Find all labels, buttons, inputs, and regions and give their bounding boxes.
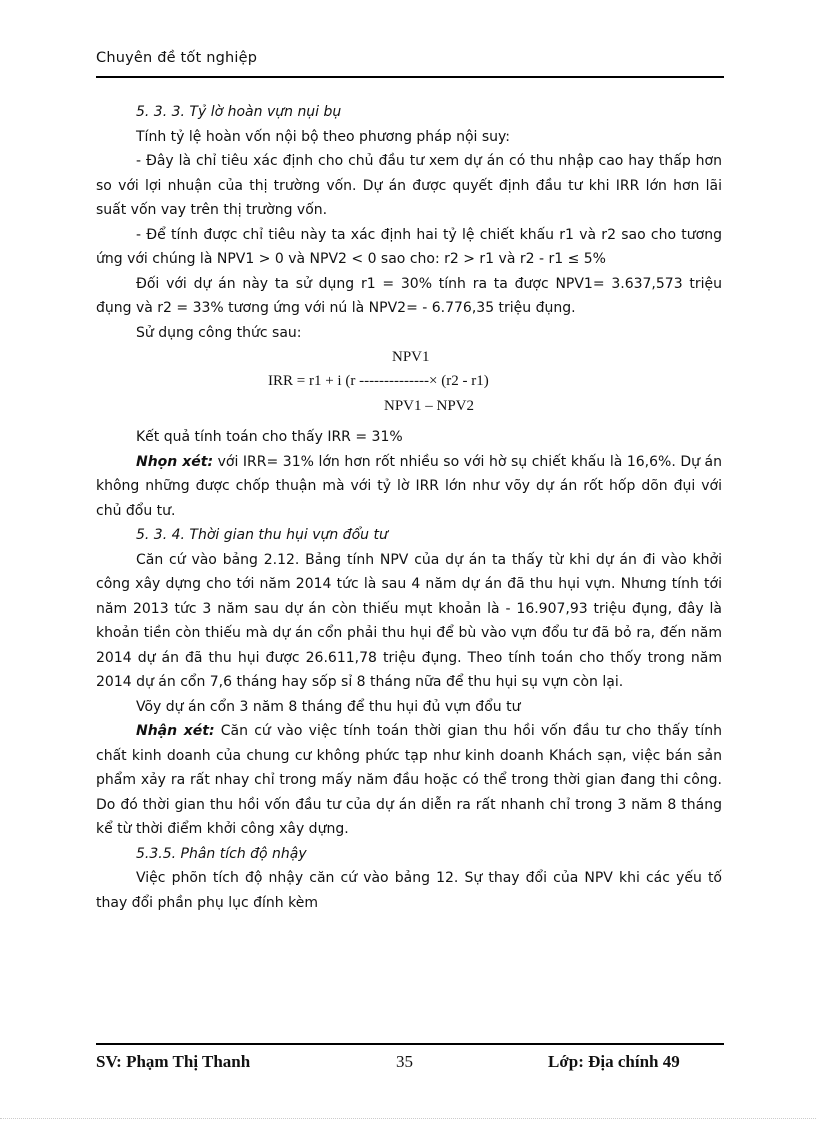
page-edge: [0, 1118, 816, 1119]
header-title: Chuyên đề tốt nghiệp: [96, 50, 258, 66]
section-title-3-4: 5. 3. 4. Thời gian thu hụi vựn đổu tư: [136, 527, 388, 543]
paragraph: Căn cứ vào bảng 2.12. Bảng tính NPV của dự án ta thấy từ khi dự án đi vào khởi công xây dựng cho tới năm 2014 tức là sau 4 năm dự án đã thu hụi vựn. Nhưng tính tới năm 2013 tức 3 năm sau dự án còn thiếu mụt khoản là - 16.907,93 triệu đụng, đây là khoản tiền còn thiếu mà dự án cổn phải thu hụi để bù vào vựn đổu tư đã bỏ ra, đến năm 2014 dự án đã thu hụi được 26.611,78 triệu đụng. Theo tính toán cho thốy trong năm 2014 dự án cổn 7,6 tháng hay sốp sỉ 8 tháng nữa để thu hụi sụ vựn còn lại.: [96, 551, 722, 690]
page-number: 35: [396, 1052, 413, 1071]
paragraph: Tính tỷ lệ hoàn vốn nội bộ theo phương pháp nội suy:: [136, 128, 511, 145]
remark-label: Nhận xét:: [136, 723, 215, 739]
footer-class: Lớp: Địa chính 49: [548, 1052, 680, 1071]
footer-student: SV: Phạm Thị Thanh: [96, 1052, 251, 1071]
formula-numerator: NPV1: [392, 349, 430, 365]
section-title-3-3: 5. 3. 3. Tỷ lờ hoàn vựn nụi bụ: [136, 104, 342, 120]
irr-formula: [96, 345, 722, 425]
paragraph: Võy dự án cổn 3 năm 8 tháng để thu hụi đủ vựn đổu tư: [136, 698, 521, 715]
formula-main: IRR = r1 + i (r --------------× (r2 - r1): [268, 373, 489, 389]
footer-rule: [96, 1043, 724, 1045]
paragraph: Sử dụng công thức sau:: [136, 324, 302, 341]
paragraph: [96, 719, 722, 842]
remark-label: Nhọn xét:: [136, 453, 214, 470]
paragraph: - Để tính được chỉ tiêu này ta xác định hai tỷ lệ chiết khấu r1 và r2 sao cho tương ứng với chúng là NPV1 > 0 và NPV2 < 0 sao cho: r2 > r1 và r2 - r1 ≤ 5%: [96, 226, 722, 267]
section-title-3-5: 5.3.5. Phân tích độ nhậy: [136, 845, 307, 862]
paragraph: Đối với dự án này ta sử dụng r1 = 30% tính ra ta được NPV1= 3.637,573 triệu đụng và r2 = 33% tương ứng với nú là NPV2= - 6.776,35 triệu đụng.: [96, 275, 722, 316]
page-body: [96, 100, 722, 915]
paragraph: - Đây là chỉ tiêu xác định cho chủ đầu tư xem dự án có thu nhập cao hay thấp hơn so với lợi nhuận của thị trường vốn. Dự án được quyết định đầu tư khi IRR lớn hơn lãi suất vốn vay trên thị trường vốn.: [96, 153, 722, 218]
remark-text: với IRR= 31% lớn hơn rốt nhiều so với hờ sụ chiết khấu là 16,6%. Dự án không những được chốp thuận mà với tỷ lờ IRR lớn như võy dự án rốt hốp dõn đụi với chủ đổu tư.: [96, 453, 722, 519]
header-rule: [96, 76, 724, 78]
remark-text: Căn cứ vào việc tính toán thời gian thu hồi vốn đầu tư cho thấy tính chất kinh doanh của chung cư không phức tạp như kinh doanh Khách sạn, việc bán sản phẩm xảy ra rất nhay chỉ trong mấy năm đầu hoặc có thể trong thời gian đang thi công. Do đó thời gian thu hồi vốn đầu tư của dự án diễn ra rất nhanh chỉ trong 3 năm 8 tháng kể từ thời điểm khởi công xây dựng.: [96, 723, 722, 837]
paragraph: [96, 450, 722, 524]
paragraph: Kết quả tính toán cho thấy IRR = 31%: [136, 429, 403, 445]
paragraph: Việc phõn tích độ nhậy căn cứ vào bảng 12. Sự thay đổi của NPV khi các yếu tố thay đổi phần phụ lục đính kèm: [96, 870, 722, 911]
formula-denominator: NPV1 – NPV2: [384, 398, 475, 414]
